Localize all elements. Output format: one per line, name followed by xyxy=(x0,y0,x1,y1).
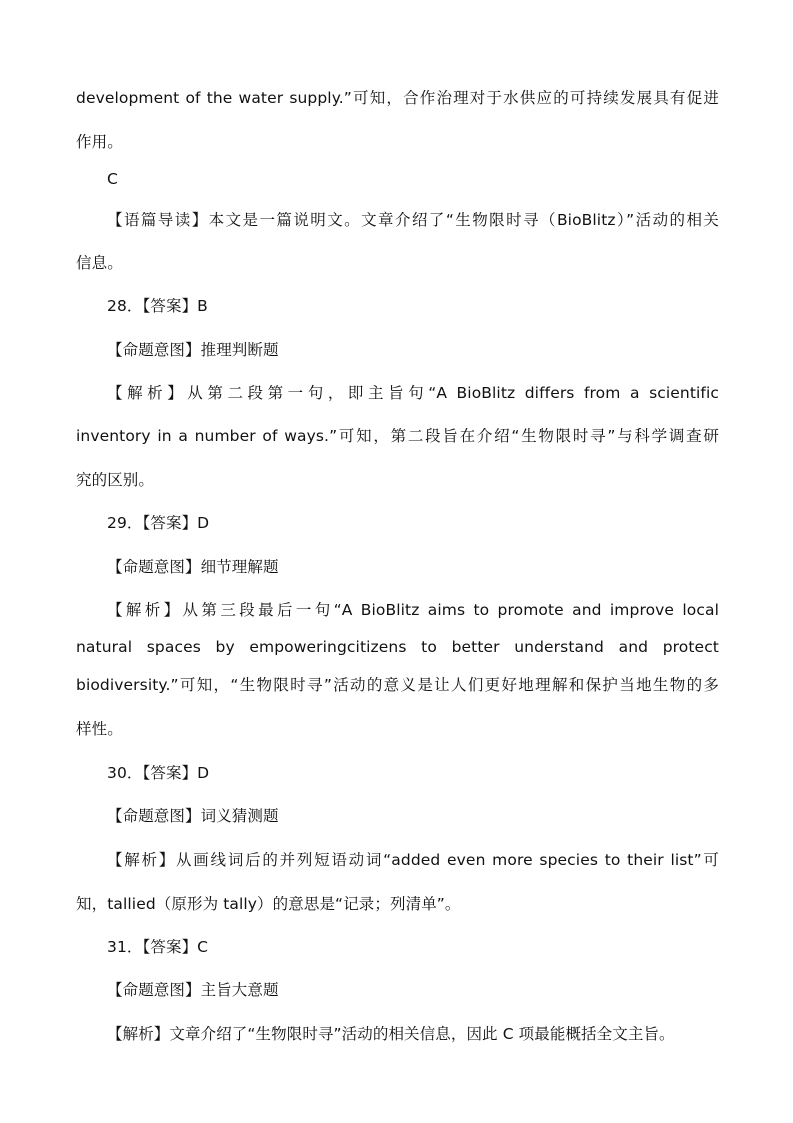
analysis-30-line-2: 知，tallied（原形为 tally）的意思是“记录；列清单”。 xyxy=(76,895,461,913)
answer-31: 31．【答案】C xyxy=(107,938,209,956)
passage-intro-line-2: 信息。 xyxy=(76,254,123,272)
intent-30: 【命题意图】词义猜测题 xyxy=(107,807,279,825)
analysis-29-line-2: natural spaces by empoweringcitizens to better understand and protect xyxy=(76,638,719,656)
analysis-29-line-3: biodiversity.”可知，“生物限时寻”活动的意义是让人们更好地理解和保护当地生物的多 xyxy=(76,676,719,694)
analysis-28-line-1: 【解析】从第二段第一句，即主旨句“A BioBlitz differs from a scientific xyxy=(107,384,719,402)
analysis-29-line-4: 样性。 xyxy=(76,720,123,738)
analysis-28-line-3: 究的区别。 xyxy=(76,471,155,489)
answer-28: 28．【答案】B xyxy=(107,297,208,315)
text-line-1: development of the water supply.”可知，合作治理对于水供应的可持续发展具有促进 xyxy=(76,89,719,107)
analysis-28-line-2: inventory in a number of ways.”可知，第二段旨在介绍“生物限时寻”与科学调查研 xyxy=(76,427,719,445)
answer-29: 29．【答案】D xyxy=(107,514,210,532)
text-line-2: 作用。 xyxy=(76,133,123,151)
answer-30: 30．【答案】D xyxy=(107,764,210,782)
analysis-31: 【解析】文章介绍了“生物限时寻”活动的相关信息，因此 C 项最能概括全文主旨。 xyxy=(107,1025,675,1043)
intent-29: 【命题意图】细节理解题 xyxy=(107,558,279,576)
analysis-30-line-1: 【解析】从画线词后的并列短语动词“added even more species to their list”可 xyxy=(107,851,719,869)
passage-label: C xyxy=(107,170,118,188)
intent-31: 【命题意图】主旨大意题 xyxy=(107,981,279,999)
intent-28: 【命题意图】推理判断题 xyxy=(107,341,279,359)
passage-intro-line-1: 【语篇导读】本文是一篇说明文。文章介绍了“生物限时寻（BioBlitz）”活动的相关 xyxy=(107,211,719,229)
analysis-29-line-1: 【解析】从第三段最后一句“A BioBlitz aims to promote and improve local xyxy=(107,601,719,619)
